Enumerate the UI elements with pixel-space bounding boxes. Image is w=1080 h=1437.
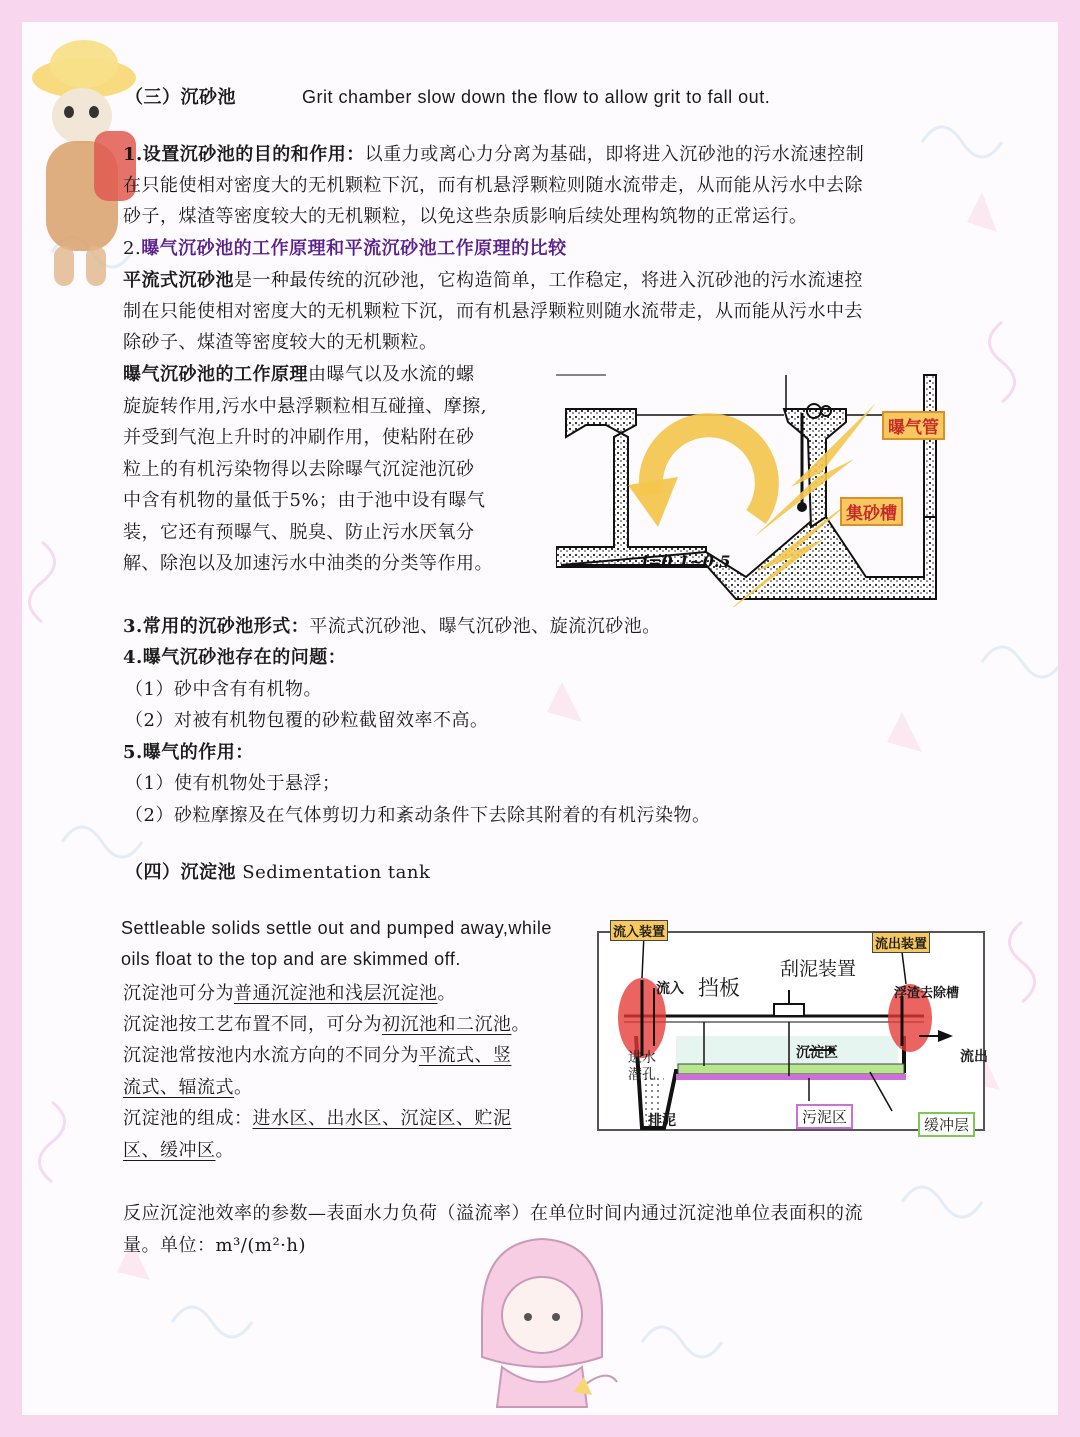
- aeration-role-item-1: （1）使有机物处于悬浮；: [125, 773, 341, 794]
- slope-label: i=0.1~0.5: [642, 552, 731, 571]
- composition-line1: 沉淀池的组成：进水区、出水区、沉淀区、贮泥: [123, 1108, 512, 1129]
- problems-item-1: （1）砂中含有有机物。: [125, 679, 322, 700]
- aerated-principle-line3: 并受到气泡上升时的冲刷作用，使粘附在砂: [123, 427, 475, 448]
- aerated-grit-chamber-diagram: [556, 367, 956, 607]
- label-settling-zone: 沉淀区: [796, 1045, 838, 1061]
- label-inlet-device: 流入装置: [610, 920, 668, 941]
- paragraph-purpose-line1: 1.设置沉砂池的目的和作用：以重力或离心力分离为基础，即将进入沉砂池的污水流速控制: [123, 144, 865, 165]
- paragraph-purpose-line2: 在只能使相对密度大的无机颗粒下沉，而有机悬浮颗粒则随水流带走，从而能从污水中去除: [123, 175, 863, 196]
- grit-chamber-drawing: [556, 367, 956, 607]
- section4-heading-line: [125, 857, 430, 888]
- flow-direction-line1: 沉淀池常按池内水流方向的不同分为平流式、竖: [123, 1045, 512, 1066]
- aerated-principle-line6: 装，它还有预曝气、脱臭、防止污水厌氧分: [123, 522, 475, 543]
- label-baffle: 挡板: [698, 976, 740, 1000]
- classification-line: 沉淀池可分为普通沉淀池和浅层沉淀池。: [123, 983, 456, 1004]
- label-inlet-orifice: 进水潜孔: [628, 1050, 656, 1083]
- process-line: 沉淀池按工艺布置不同，可分为初沉池和二沉池。: [123, 1014, 530, 1035]
- horizontal-flow-line3: 除砂子、煤渣等密度较大的无机颗粒。: [123, 332, 438, 353]
- paragraph-purpose-line3: 砂子，煤渣等密度较大的无机颗粒，以免这些杂质影响后续处理构筑物的正常运行。: [123, 206, 808, 227]
- composition-line2: 区、缓冲区。: [123, 1140, 234, 1161]
- label-outflow: 流出: [960, 1049, 988, 1065]
- aerated-principle-line1: 曝气沉砂池的工作原理由曝气以及水流的螺: [123, 364, 475, 385]
- horizontal-flow-line1: 平流式沉砂池是一种最传统的沉砂池，它构造简单，工作稳定，将进入沉砂池的污水流速控: [123, 270, 863, 291]
- section4-heading: （四）沉淀池: [125, 862, 236, 883]
- sedimentation-english-line1: Settleable solids settle out and pumped away,while: [121, 918, 552, 938]
- section4-heading-english: Sedimentation tank: [242, 862, 431, 883]
- label-sludge-discharge: 排泥: [648, 1113, 676, 1129]
- page: [22, 22, 1058, 1415]
- aerated-principle-line5: 中含有机物的量低于5%；由于池中设有曝气: [123, 490, 486, 511]
- sedimentation-english-line2: oils float to the top and are skimmed off.: [121, 949, 461, 969]
- problems-item-2: （2）对被有机物包覆的砂粒截留效率不高。: [125, 710, 489, 731]
- label-outlet-device: 流出装置: [872, 932, 930, 953]
- label-sludge-zone: 污泥区: [796, 1104, 853, 1129]
- aerated-principle-line4: 粒上的有机污染物得以去除曝气沉淀池沉砂: [123, 459, 475, 480]
- sedimentation-tank-diagram: [584, 896, 988, 1132]
- horizontal-flow-line2: 制在只能使相对密度大的无机颗粒下沉，而有机悬浮颗粒则随水流带走，从而能从污水中去: [123, 301, 863, 322]
- label-scum-trough: 浮渣去除槽: [894, 986, 960, 1001]
- label-aeration-pipe: 曝气管: [882, 411, 945, 440]
- label-inflow: 流入: [656, 981, 684, 997]
- document-content: [22, 22, 1058, 1415]
- label-buffer-layer: 缓冲层: [918, 1112, 975, 1137]
- label-scraper: 刮泥装置: [780, 958, 857, 980]
- comparison-heading: 2.曝气沉砂池的工作原理和平流沉砂池工作原理的比较: [123, 238, 567, 259]
- common-types-line: 3.常用的沉砂池形式：平流式沉砂池、曝气沉砂池、旋流沉砂池。: [123, 616, 661, 637]
- surface-load-line1: 反应沉淀池效率的参数—表面水力负荷（溢流率）在单位时间内通过沉淀池单位表面积的流: [123, 1203, 863, 1224]
- aerated-principle-line7: 解、除泡以及加速污水中油类的分类等作用。: [123, 553, 493, 574]
- paragraph-purpose-label: 1.设置沉砂池的目的和作用：: [123, 144, 365, 165]
- aeration-role-heading: 5.曝气的作用：: [123, 742, 254, 763]
- aeration-role-item-2: （2）砂粒摩擦及在气体剪切力和紊动条件下去除其附着的有机污染物。: [125, 805, 711, 826]
- section3-heading-english: Grit chamber slow down the flow to allow grit to fall out.: [302, 87, 771, 107]
- section3-heading: （三）沉砂池: [125, 87, 236, 108]
- flow-direction-line2: 流式、辐流式。: [123, 1077, 253, 1098]
- problems-heading: 4.曝气沉砂池存在的问题：: [123, 647, 347, 668]
- surface-load-line2: 量。单位：m³/(m²·h): [123, 1235, 306, 1256]
- aerated-principle-line2: 旋旋转作用,污水中悬浮颗粒相互碰撞、摩擦,: [123, 396, 487, 417]
- label-grit-trough: 集砂槽: [840, 497, 903, 526]
